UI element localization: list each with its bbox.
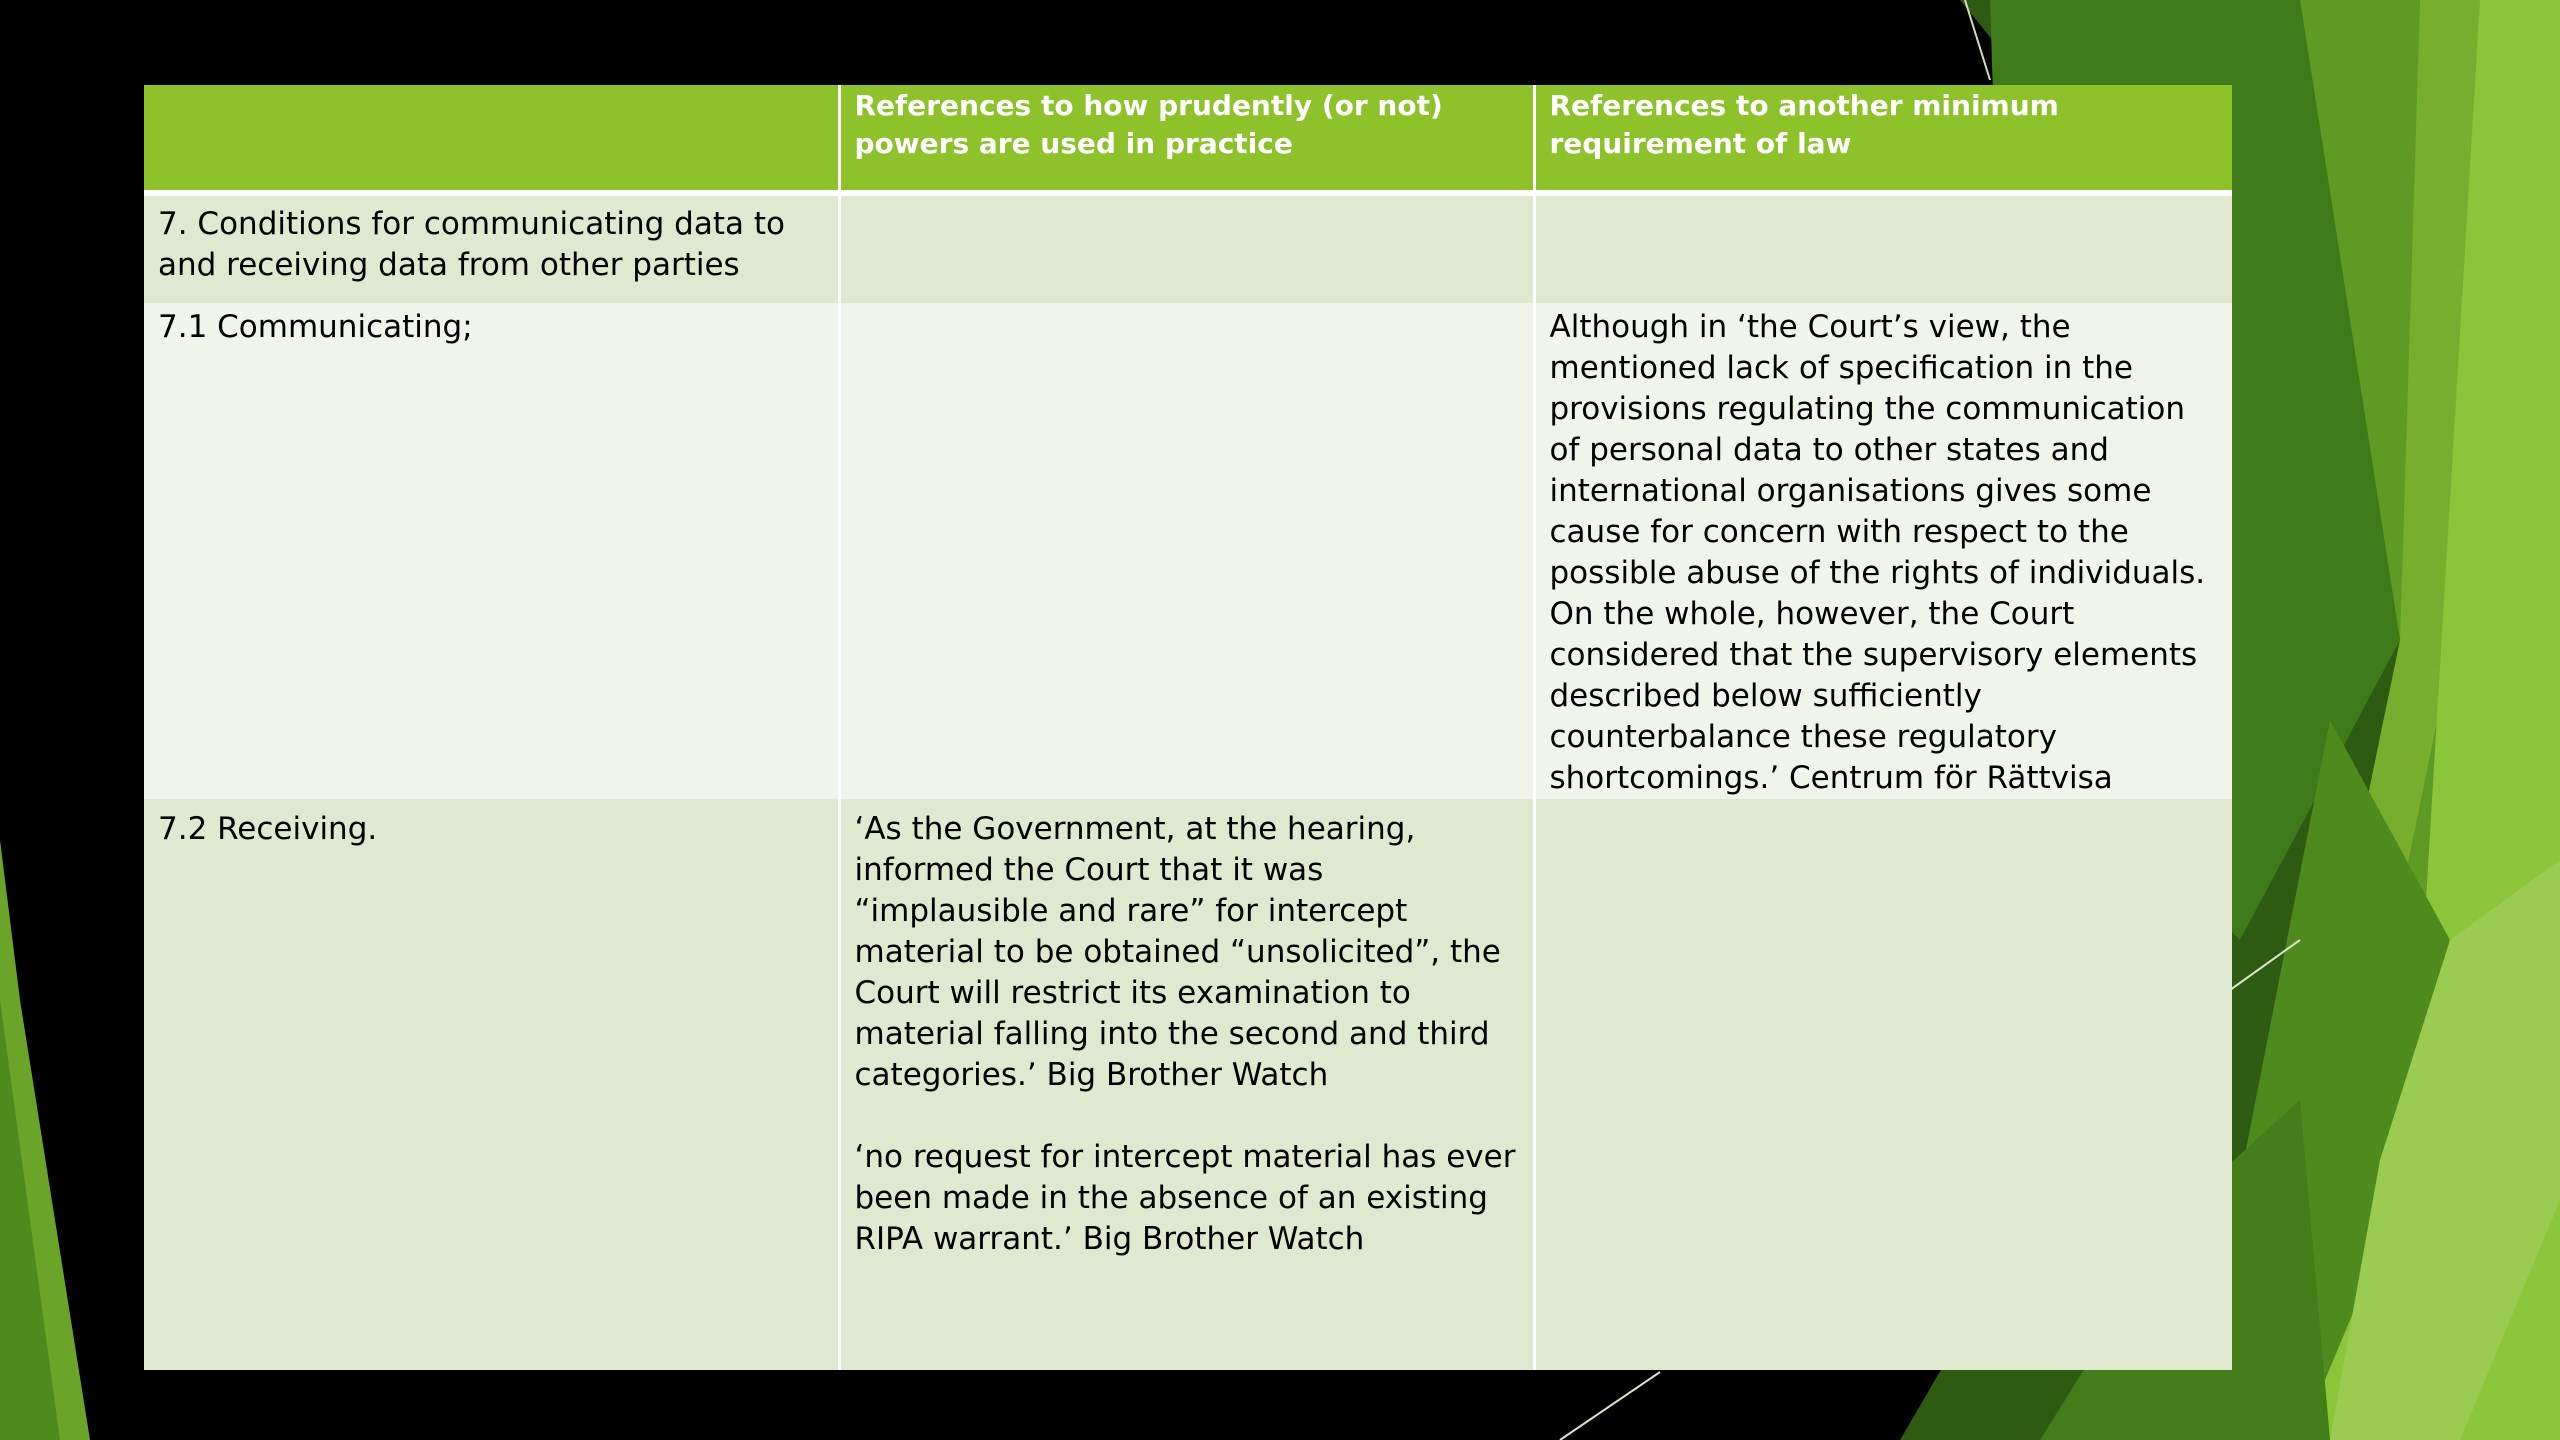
data-table-container [144,85,2232,1370]
law-cell [1534,193,2232,303]
row-label: 7.1 Communicating; [144,303,839,799]
header-cell-practice: References to how prudently (or not) powers are used in practice [839,85,1534,193]
law-cell [1534,799,2232,1370]
row-label: 7.2 Receiving. [144,799,839,1370]
practice-cell [839,193,1534,303]
table-row [144,303,2232,799]
header-cell-empty [144,85,839,193]
row-label: 7. Conditions for communicating data to and receiving data from other parties [144,193,839,303]
practice-cell [839,303,1534,799]
header-cell-law: References to another minimum requirement of law [1534,85,2232,193]
table-header-row [144,85,2232,193]
comparison-table [144,85,2232,1370]
table-row [144,193,2232,303]
practice-cell: ‘As the Government, at the hearing, informed the Court that it was “implausible and rare” for intercept material to be obtained “unsolicited”, the Court will restrict its examination to material falling into the second and third categories.’ Big Brother Watch ‘no request for intercept material has ever been made in the absence of an existing RIPA warrant.’ Big Brother Watch [839,799,1534,1370]
law-cell: Although in ‘the Court’s view, the mentioned lack of specification in the provisions regulating the communication of personal data to other states and international organisations gives some cause for concern with respect to the possible abuse of the rights of individuals. On the whole, however, the Court considered that the supervisory elements described below sufficiently counterbalance these regulatory shortcomings.’ Centrum för Rättvisa [1534,303,2232,799]
table-row [144,799,2232,1370]
